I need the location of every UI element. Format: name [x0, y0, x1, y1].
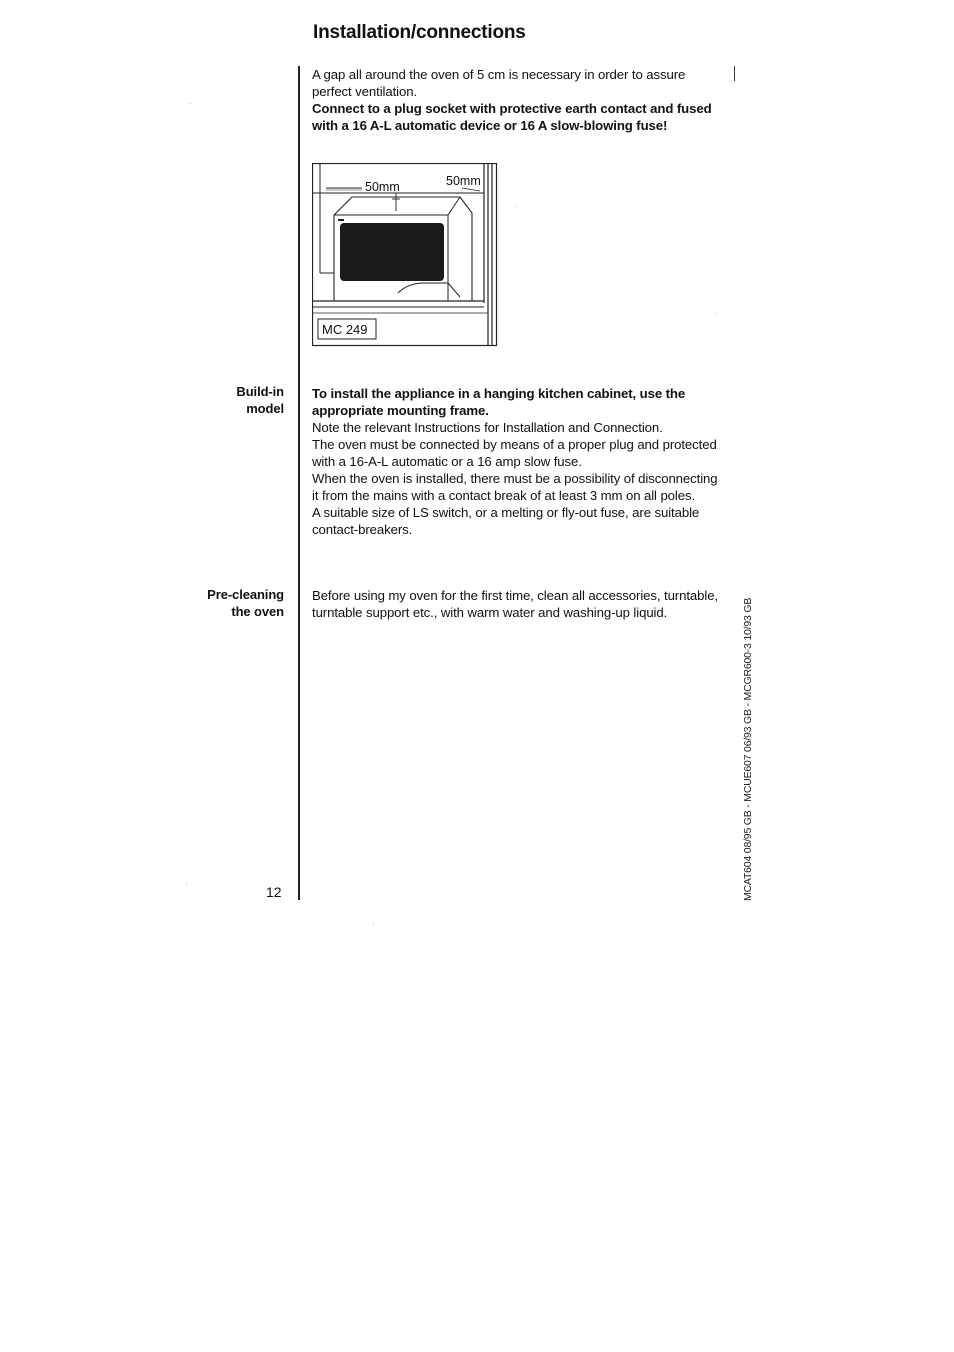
- pre-cleaning-heading-line2: the oven: [231, 604, 284, 619]
- scan-speck: [186, 884, 187, 885]
- build-in-heading-line2: model: [246, 401, 284, 416]
- earth-contact-warning: Connect to a plug socket with protective earth contact and fused with a 16 A-L automatic device or 16 A slow-blowing fuse!: [312, 101, 712, 133]
- build-in-heading-line1: Build-in: [236, 384, 284, 399]
- model-label: MC 249: [322, 322, 368, 337]
- scan-speck: [190, 103, 191, 104]
- page-number: 12: [266, 884, 282, 900]
- mounting-frame-instruction: To install the appliance in a hanging kitchen cabinet, use the appropriate mounting frame.: [312, 386, 686, 418]
- pre-cleaning-paragraph: Before using my oven for the first time, clean all accessories, turntable, turntable support etc., with warm water and washing-up liquid.: [312, 588, 718, 620]
- build-in-paragraph-4: A suitable size of LS switch, or a melting or fly-out fuse, are suitable contact-breakers.: [312, 505, 700, 537]
- intro-section: [312, 66, 722, 134]
- installation-diagram: [312, 163, 498, 347]
- pre-cleaning-section: [312, 587, 722, 621]
- pre-cleaning-heading: [207, 586, 284, 620]
- document-code: MCAT604 08/95 GB - MCUE607 06/93 GB - MCGR600-3 10/93 GB: [742, 597, 754, 901]
- build-in-paragraph-2: The oven must be connected by means of a proper plug and protected with a 16-A-L automatic or a 16 amp slow fuse.: [312, 437, 717, 469]
- ventilation-paragraph: A gap all around the oven of 5 cm is necessary in order to assure perfect ventilation.: [312, 67, 686, 99]
- dimension-label-left: 50mm: [365, 180, 400, 194]
- dimension-label-right: 50mm: [446, 174, 481, 188]
- oven-cabinet-drawing: [312, 163, 498, 347]
- scan-speck: [516, 206, 517, 207]
- build-in-section: [312, 385, 722, 538]
- build-in-paragraph-3: When the oven is installed, there must be a possibility of disconnecting it from the mains with a contact break of at least 3 mm on all poles.: [312, 471, 718, 503]
- scan-speck: [716, 313, 717, 314]
- right-margin-mark: [734, 66, 735, 81]
- build-in-heading: [236, 383, 284, 417]
- scan-speck: [373, 924, 374, 925]
- build-in-paragraph-1: Note the relevant Instructions for Installation and Connection.: [312, 420, 663, 435]
- pre-cleaning-heading-line1: Pre-cleaning: [207, 587, 284, 602]
- page-title: Installation/connections: [313, 22, 526, 43]
- column-divider: [298, 66, 300, 900]
